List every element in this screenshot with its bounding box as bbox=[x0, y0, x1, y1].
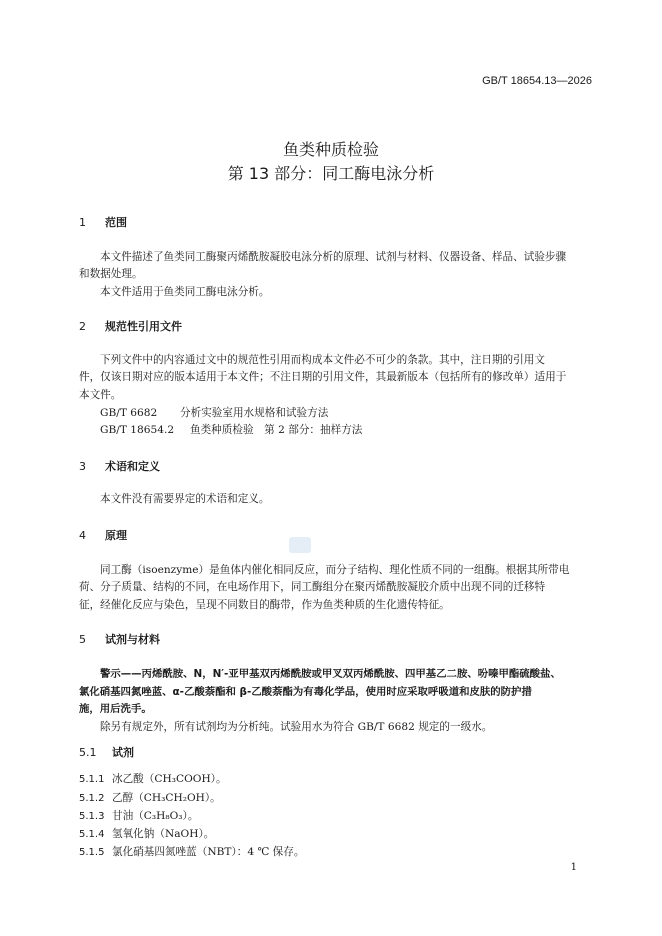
paragraph-line: 荷、分子质量、结构的不同，在电场作用下，同工酶组分在聚丙烯酰胺凝胶介质中出现不同的迁移特 bbox=[79, 581, 546, 593]
section-number: 4 bbox=[79, 529, 86, 542]
section-title: 原理 bbox=[105, 529, 127, 542]
page-number: 1 bbox=[570, 862, 577, 873]
item-number: 5.1.5 bbox=[79, 847, 105, 858]
list-item bbox=[79, 844, 304, 859]
reference-item bbox=[100, 405, 328, 422]
paragraph-line: 和数据处理。 bbox=[79, 268, 143, 280]
section-heading-5 bbox=[79, 631, 160, 647]
section-heading-4 bbox=[79, 527, 127, 543]
list-item bbox=[79, 790, 221, 805]
section-number: 3 bbox=[79, 460, 86, 473]
item-number: 5.1.4 bbox=[79, 829, 105, 840]
warning-line: 氯化硝基四氮唑蓝、α-乙酸萘酯和 β-乙酸萘酯为有毒化学品，使用时应采取呼吸道和皮肤的防护措 bbox=[79, 686, 532, 698]
section-heading-1 bbox=[79, 214, 127, 230]
item-text: 冰乙酸（CH₃COOH）。 bbox=[112, 773, 227, 785]
item-number: 5.1.1 bbox=[79, 774, 105, 785]
paragraph-line: 除另有规定外，所有试剂均为分析纯。试验用水为符合 GB/T 6682 规定的一级水。 bbox=[100, 721, 493, 733]
subsection-title: 试剂 bbox=[112, 746, 134, 759]
paragraph-line: 下列文件中的内容通过文中的规范性引用而构成本文件必不可少的条款。其中，注日期的引用文 bbox=[100, 354, 545, 366]
section-heading-2 bbox=[79, 318, 182, 334]
item-text: 氢氧化钠（NaOH）。 bbox=[112, 828, 215, 840]
list-item bbox=[79, 771, 227, 786]
warning-line: 警示——丙烯酰胺、N，N′-亚甲基双丙烯酰胺或甲叉双丙烯酰胺、四甲基乙二胺、吩嗪甲酯硫酸盐、 bbox=[100, 668, 561, 680]
section-number: 2 bbox=[79, 320, 86, 333]
reference-item bbox=[100, 422, 362, 439]
reference-title: 分析实验室用水规格和试验方法 bbox=[180, 407, 329, 419]
section-title: 范围 bbox=[105, 216, 127, 229]
section-heading-3 bbox=[79, 458, 160, 474]
paragraph-line: 同工酶（isoenzyme）是鱼体内催化相同反应，而分子结构、理化性质不同的一组酶。根据其所带电 bbox=[100, 564, 570, 576]
watermark-logo bbox=[289, 537, 311, 553]
item-text: 甘油（C₃H₈O₃）。 bbox=[112, 810, 199, 822]
subsection-number: 5.1 bbox=[79, 746, 97, 759]
reference-title: 鱼类种质检验 第 2 部分：抽样方法 bbox=[190, 424, 363, 436]
document-subtitle: 第 13 部分：同工酶电泳分析 bbox=[227, 164, 435, 183]
item-number: 5.1.2 bbox=[79, 793, 105, 804]
list-item bbox=[79, 826, 214, 841]
section-title: 试剂与材料 bbox=[105, 633, 160, 646]
paragraph-line: 件，仅该日期对应的版本适用于本文件；不注日期的引用文件，其最新版本（包括所有的修改单）适用于 bbox=[79, 371, 567, 383]
item-text: 乙醇（CH₃CH₂OH）。 bbox=[112, 792, 221, 804]
list-item bbox=[79, 808, 198, 823]
subsection-heading-5-1 bbox=[79, 744, 134, 760]
reference-code: GB/T 18654.2 bbox=[100, 424, 175, 436]
section-number: 5 bbox=[79, 633, 86, 646]
paragraph-line: 本文件。 bbox=[79, 389, 122, 401]
paragraph-line: 本文件适用于鱼类同工酶电泳分析。 bbox=[100, 286, 270, 298]
reference-code: GB/T 6682 bbox=[100, 407, 158, 419]
document-title: 鱼类种质检验 bbox=[282, 140, 379, 159]
section-title: 规范性引用文件 bbox=[105, 320, 182, 333]
section-title: 术语和定义 bbox=[105, 460, 160, 473]
paragraph-line: 本文件描述了鱼类同工酶聚丙烯酰胺凝胶电泳分析的原理、试剂与材料、仪器设备、样品、试验步骤 bbox=[100, 251, 567, 263]
section-number: 1 bbox=[79, 216, 86, 229]
paragraph-line: 本文件没有需要界定的术语和定义。 bbox=[100, 493, 270, 505]
warning-line: 施，用后洗手。 bbox=[79, 703, 152, 715]
item-text: 氯化硝基四氮唑蓝（NBT）：4 ℃ 保存。 bbox=[112, 846, 305, 858]
standard-number: GB/T 18654.13—2026 bbox=[482, 75, 592, 87]
item-number: 5.1.3 bbox=[79, 811, 105, 822]
paragraph-line: 征，经催化反应与染色，呈现不同数目的酶带，作为鱼类种质的生化遗传特征。 bbox=[79, 599, 450, 611]
